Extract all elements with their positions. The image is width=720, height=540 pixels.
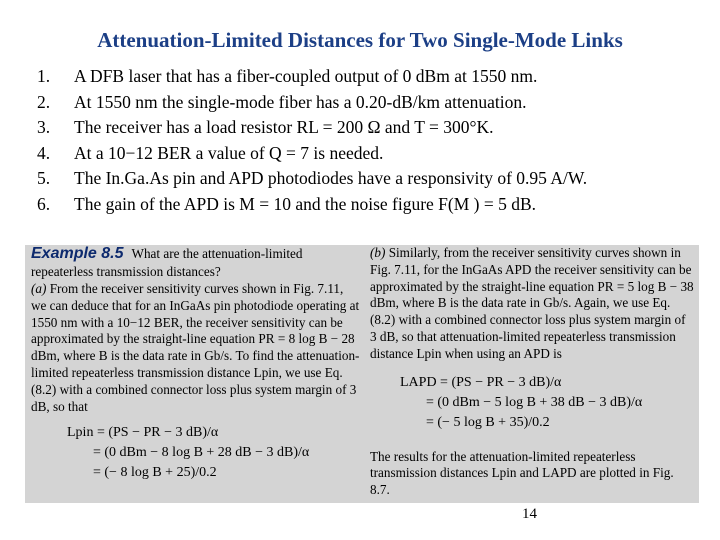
equation-line: = (0 dBm − 5 log B + 38 dB − 3 dB)/α	[426, 394, 643, 410]
list-item: 1. A DFB laser that has a fiber-coupled output of 0 dBm at 1550 nm.	[37, 66, 538, 86]
example-part-a-column	[31, 245, 361, 483]
equation-line: Lpin = (PS − PR − 3 dB)/α	[67, 425, 219, 441]
list-item: 6. The gain of the APD is M = 10 and the noise figure F(M ) = 5 dB.	[37, 193, 537, 214]
list-item: 2. At 1550 nm the single-mode fiber has a 0.20-dB/km attenuation.	[37, 91, 527, 112]
equation-line: = (0 dBm − 8 log B + 28 dB − 3 dB)/α	[93, 445, 310, 461]
part-a-text: (a) From the receiver sensitivity curves shown in Fig. 7.11, we can deduce that for an InGaAs pin photodiode operating at 1550 nm with a 10−12 BER, the receiver sensitivity can be approximated by the straight-line equation PR = 8 log B − 28 dBm, where B is the data rate in Gb/s. To find the attenuation-limited repeaterless transmission distance Lpin, we use Eq. (8.2) with a combined connector loss plus system margin of 3 dB, so that	[31, 281, 360, 414]
example-header	[31, 245, 361, 281]
page-number: 14	[522, 506, 537, 522]
example-box	[25, 245, 699, 503]
example-question: What are the attenuation-limited repeaterless transmission distances?	[31, 246, 303, 279]
part-b-text: (b) Similarly, from the receiver sensitivity curves shown in Fig. 7.11, for the InGaAs APD the receiver sensitivity can be approximated by the straight-line equation PR = 5 log B − 38 dBm, where B is the data rate in Gb/s. Again, we use Eq. (8.2) with a combined connector loss plus system margin of 3 dB, so that attenuation-limited repeaterless transmission distance Lpin when using an APD is	[370, 245, 694, 361]
list-item: 5. The In.Ga.As pin and APD photodiodes have a responsivity of 0.95 A/W.	[37, 168, 588, 188]
given-conditions-list	[30, 64, 587, 217]
example-part-b-column	[370, 245, 695, 499]
equation-line: = (− 5 log B + 35)/0.2	[426, 414, 550, 430]
part-a-equations	[31, 423, 361, 483]
list-item: 4. At a 10−12 BER a value of Q = 7 is needed.	[37, 142, 384, 163]
list-item: 3. The receiver has a load resistor RL = 200 Ω and T = 300°K.	[37, 117, 494, 137]
part-b-conclusion: The results for the attenuation-limited repeaterless transmission distances Lpin and LAPD are plotted in Fig. 8.7.	[370, 448, 674, 498]
equation-line: = (− 8 log B + 25)/0.2	[93, 465, 217, 481]
slide-title: Attenuation-Limited Distances for Two Single-Mode Links	[97, 28, 623, 52]
equation-line: LAPD = (PS − PR − 3 dB)/α	[400, 374, 562, 390]
part-b-equations	[370, 373, 695, 433]
example-tag: Example 8.5	[31, 245, 124, 262]
